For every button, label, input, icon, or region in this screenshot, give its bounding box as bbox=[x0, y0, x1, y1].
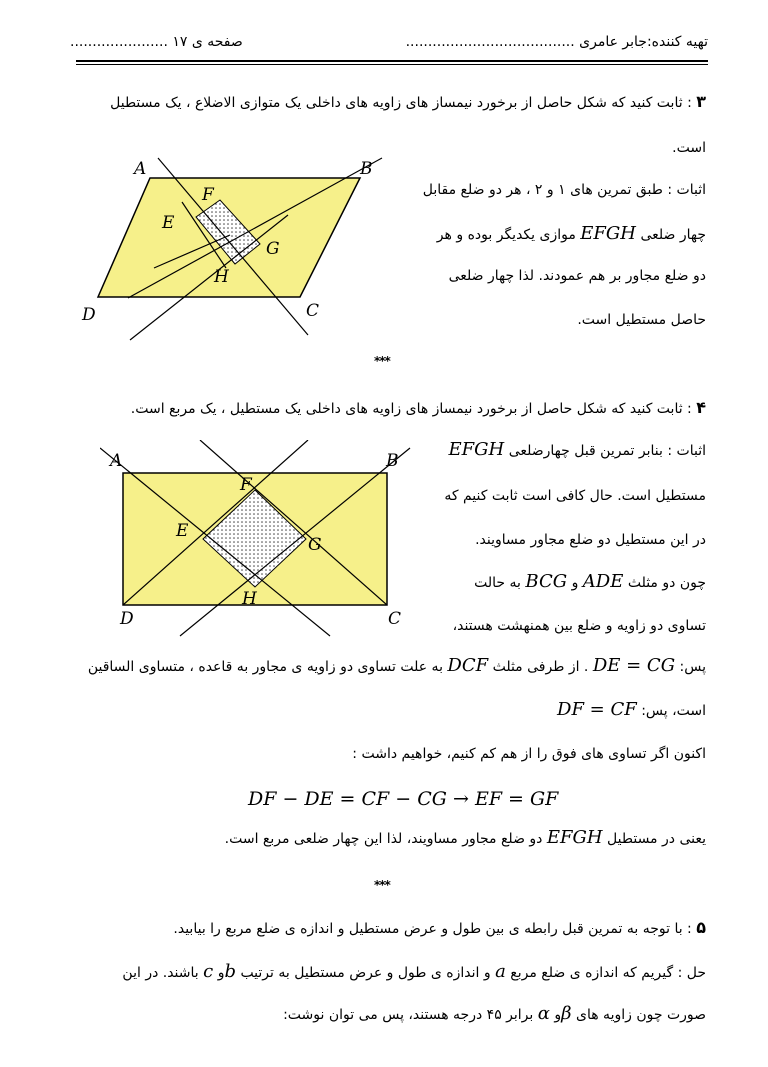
math-dcf: DCF bbox=[447, 655, 489, 676]
math-df-cf: DF = CF bbox=[557, 699, 637, 720]
math-efgh: EFGH bbox=[448, 439, 505, 460]
problem4-statement: ۴ : ثابت کنید که شکل حاصل از برخورد نیمساز های زاویه های داخلی یک مستطیل ، یک مربع است. bbox=[130, 398, 706, 417]
header-rule-thin bbox=[76, 64, 708, 65]
figure-parallelogram bbox=[70, 150, 400, 350]
problem3-proof-line2: چهار ضلعی EFGH موازی یکدیگر بوده و هر bbox=[436, 223, 706, 244]
point-label-e: E bbox=[162, 213, 175, 233]
vertex-label-c: C bbox=[388, 609, 402, 629]
problem5-number: ۵ bbox=[696, 918, 706, 937]
figure-rectangle bbox=[100, 440, 430, 640]
page-header bbox=[70, 30, 708, 58]
math-bcg: BCG bbox=[525, 571, 568, 592]
main-equation: DF − DE = CF − CG → EF = GF bbox=[248, 788, 559, 810]
vertex-label-a: A bbox=[110, 451, 123, 471]
math-c: c bbox=[203, 961, 214, 982]
vertex-label-c: C bbox=[306, 301, 320, 321]
math-ade: ADE bbox=[582, 571, 624, 592]
point-label-g: G bbox=[266, 239, 280, 259]
separator-1: *** bbox=[374, 354, 390, 368]
problem3-number: ۳ bbox=[696, 92, 706, 111]
separator-2: *** bbox=[374, 878, 390, 892]
math-b: b bbox=[224, 961, 236, 982]
problem5-statement: ۵ : با توجه به تمرین قبل رابطه ی بین طول و عرض مستطیل و اندازه ی ضلع مربع را بیابید. bbox=[173, 918, 706, 937]
math-de-cg: DE = CG bbox=[592, 655, 676, 676]
math-a: a bbox=[495, 961, 506, 982]
header-rule bbox=[76, 60, 708, 62]
problem5-solution-line2: صورت چون زاویه های βو α برابر ۴۵ درجه هستند، پس می توان نوشت: bbox=[283, 1003, 706, 1024]
problem4-proof-line6: پس: DE = CG . از طرفی مثلث DCF به علت تساوی دو زاویه ی مجاور به قاعده ، متساوی الساقین bbox=[87, 655, 706, 676]
point-label-h: H bbox=[214, 267, 229, 287]
problem4-proof-line1: اثبات : بنابر تمرین قبل چهارضلعی EFGH bbox=[448, 439, 706, 460]
header-page-number: صفحه ی ۱۷ ...................... bbox=[70, 34, 243, 50]
problem3-proof-line3: دو ضلع مجاور بر هم عمودند. لذا چهار ضلعی bbox=[448, 268, 706, 284]
vertex-label-b: B bbox=[360, 159, 373, 179]
problem4-proof-line3: در این مستطیل دو ضلع مجاور مساویند. bbox=[475, 532, 706, 548]
problem3-statement-end: است. bbox=[672, 140, 706, 156]
math-efgh: EFGH bbox=[546, 827, 603, 848]
point-label-g: G bbox=[308, 535, 322, 555]
problem4-conclusion: یعنی در مستطیل EFGH دو ضلع مجاور مساویند، لذا این چهار ضلعی مربع است. bbox=[224, 827, 706, 848]
problem3-statement: ۳ : ثابت کنید که شکل حاصل از برخورد نیمساز های زاویه های داخلی یک متوازی الاضلاع ، یک مستطیل bbox=[110, 92, 706, 111]
problem4-proof-line4: چون دو مثلث ADE و BCG به حالت bbox=[474, 571, 706, 592]
header-author: تهیه کننده:جابر عامری ...................................... bbox=[405, 34, 708, 50]
point-label-f: F bbox=[240, 475, 252, 495]
problem4-proof-line2: مستطیل است. حال کافی است ثابت کنیم که bbox=[444, 488, 706, 504]
math-alpha: α bbox=[537, 1003, 550, 1024]
point-label-f: F bbox=[202, 185, 214, 205]
vertex-label-d: D bbox=[82, 305, 96, 325]
problem4-proof-line7: است، پس: DF = CF bbox=[557, 699, 706, 720]
math-beta: β bbox=[561, 1003, 572, 1024]
vertex-label-d: D bbox=[120, 609, 134, 629]
point-label-e: E bbox=[176, 521, 189, 541]
problem5-solution-line1: حل : گیریم که اندازه ی ضلع مربع a و اندازه ی طول و عرض مستطیل به ترتیب bو c باشند. در این bbox=[122, 961, 706, 982]
vertex-label-a: A bbox=[134, 159, 147, 179]
problem4-number: ۴ bbox=[696, 398, 706, 417]
problem3-proof-line1: اثبات : طبق تمرین های ۱ و ۲ ، هر دو ضلع مقابل bbox=[422, 182, 706, 198]
problem4-proof-line5: تساوی دو زاویه و ضلع بین همنهشت هستند، bbox=[452, 618, 706, 634]
vertex-label-b: B bbox=[386, 451, 399, 471]
math-efgh: EFGH bbox=[580, 223, 637, 244]
problem4-proof-line8: اکنون اگر تساوی های فوق را از هم کم کنیم، خواهیم داشت : bbox=[352, 746, 706, 762]
problem3-proof-line4: حاصل مستطیل است. bbox=[577, 312, 706, 328]
point-label-h: H bbox=[242, 589, 257, 609]
